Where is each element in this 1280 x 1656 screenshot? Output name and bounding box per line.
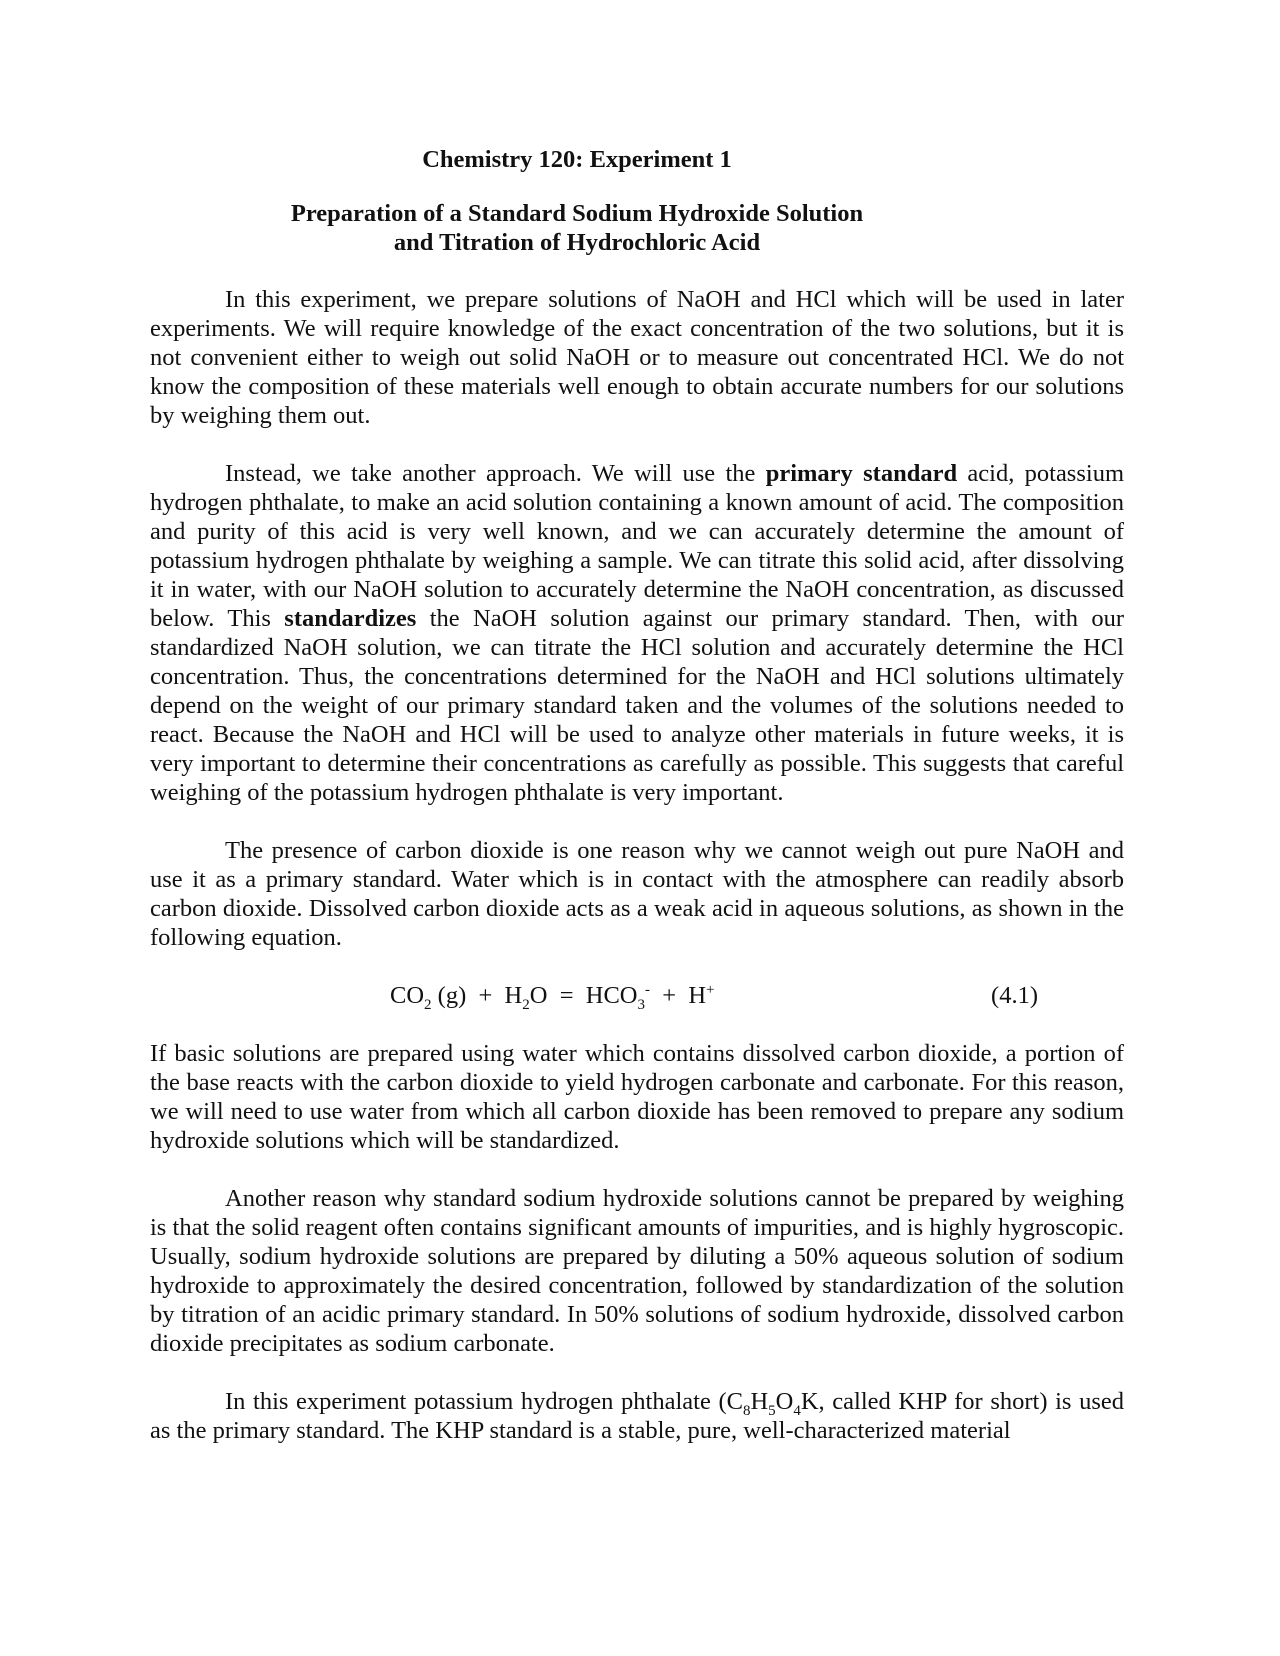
paragraph-approach-text-c: the NaOH solution against our primary standard. Then, with our standardized NaOH solution, we can titrate the HCl solution and accurately determine the HCl concentration. Thus, the concentrations determined for the NaOH and HCl solutions ultimately depend on the weight of our primary standard taken and the volumes of the solutions needed to react. Because the NaOH and HCl will be used to analyze other materials in future weeks, it is very important to determine their concentrations as carefully as possible. This suggests that careful weighing of the potassium hydrogen phthalate is very important. [150,605,1124,806]
paragraph-another-reason: Another reason why standard sodium hydroxide solutions cannot be prepared by weighing is that the solid reagent often contains significant amounts of impurities, and is highly hygroscopic. Usually, sodium hydroxide solutions are prepared by diluting a 50% aqueous solution of sodium hydroxide to approximately the desired concentration, followed by standardization of the solution by titration of an acidic primary standard. In 50% solutions of sodium hydroxide, dissolved carbon dioxide precipitates as sodium carbonate. [150,1185,1124,1357]
document-page [150,145,1124,1445]
equation-row [150,981,1124,1013]
paragraph-approach-text-a: Instead, we take another approach. We will use the [225,460,766,487]
paragraph-basic-solutions: If basic solutions are prepared using water which contains dissolved carbon dioxide, a portion of the base reacts with the carbon dioxide to yield hydrogen carbonate and carbonate. For this reason, we will need to use water from which all carbon dioxide has been removed to prepare any sodium hydroxide solutions which will be standardized. [150,1040,1124,1154]
subtitle-line-1: Preparation of a Standard Sodium Hydroxide Solution [290,200,864,227]
equation-number: (4.1) [991,982,1038,1009]
term-primary-standard: primary standard [765,460,958,487]
subtitle-line-2: and Titration of Hydrochloric Acid [393,229,761,256]
paragraph-approach [150,459,1124,807]
paragraph-intro: In this experiment, we prepare solutions of NaOH and HCl which will be used in later experiments. We will require knowledge of the exact concentration of the two solutions, but it is not convenient either to weigh out solid NaOH or to measure out concentrated HCl. We do not know the composition of these materials well enough to obtain accurate numbers for our solutions by weighing them out. [150,286,1124,429]
term-standardizes: standardizes [284,605,417,632]
paragraph-khp: In this experiment potassium hydrogen phthalate ($C_8H_5O_4K$, called KHP for short) is used as the primary standard. The KHP standard is a stable, pure, well-characterized material [150,1388,1124,1444]
document-title: Chemistry 120: Experiment 1 [422,146,732,173]
paragraph-carbon-dioxide: The presence of carbon dioxide is one reason why we cannot weigh out pure NaOH and use it as a primary standard. Water which is in contact with the atmosphere can readily absorb carbon dioxide. Dissolved carbon dioxide acts as a weak acid in aqueous solutions, as shown in the following equation. [150,837,1124,951]
paragraph-approach-text-b: acid, potassium hydrogen phthalate, to make an acid solution containing a known amount of acid. The composition and purity of this acid is very well known, and we can accurately determine the amount of potassium hydrogen phthalate by weighing a sample. We can titrate this solid acid, after dissolving it in water, with our NaOH solution to accurately determine the NaOH concentration, as discussed below. This [150,460,1124,632]
equation-4-1: $CO_2$ $(g) + H_2O = HCO_3^- + H^+$ [390,981,715,1013]
document-subtitle [90,199,1064,257]
